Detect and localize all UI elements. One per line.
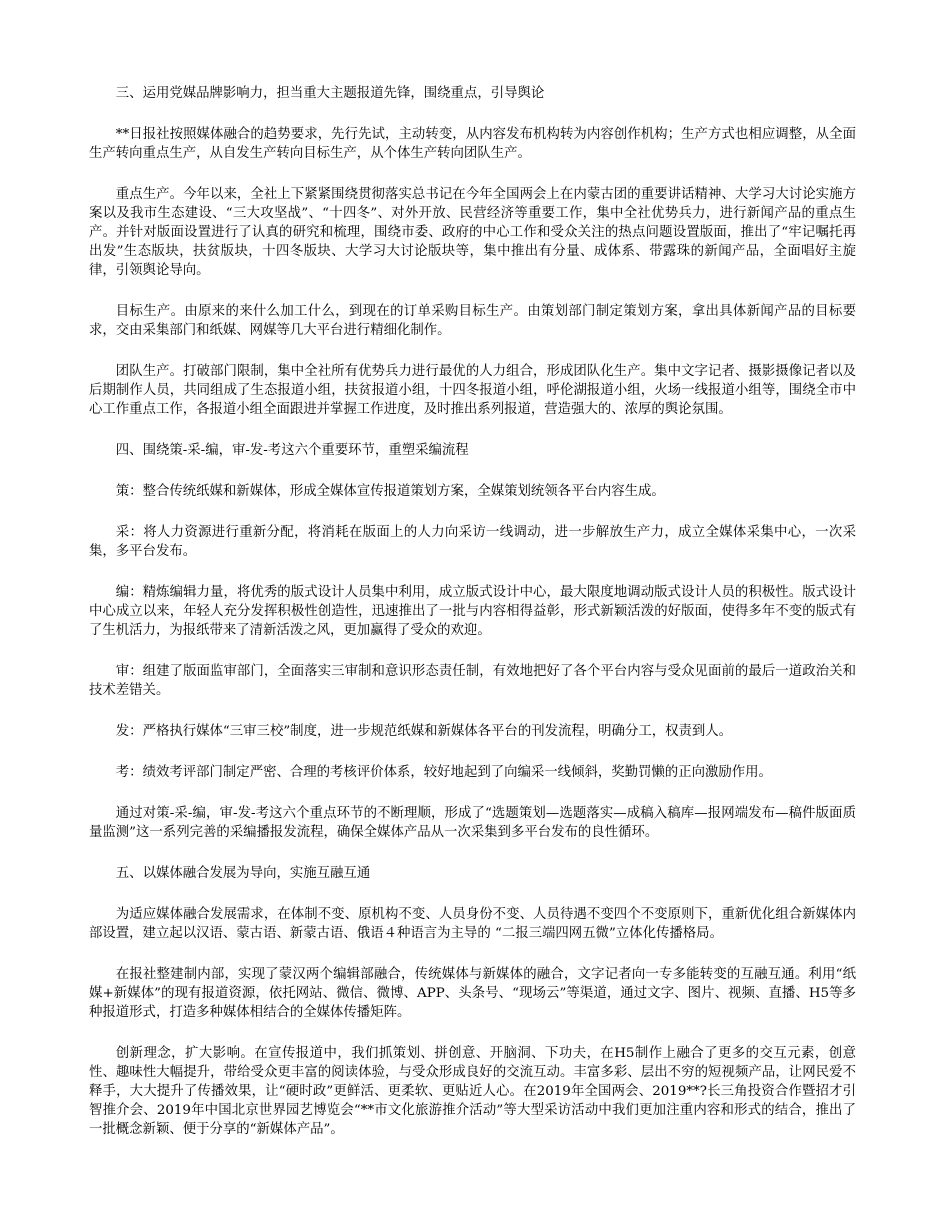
- paragraph-review: 审：组建了版面监审部门，全面落实三审制和意识形态责任制，有效地把好了各个平台内容与受众见面前的最后一道政治关和技术差错关。: [89, 664, 856, 698]
- paragraph-intro: **日报社按照媒体融合的趋势要求，先行先试，主动转变，从内容发布机构转为内容创作机构；生产方式也相应调整，从全面生产转向重点生产，从自发生产转向目标生产，从个体生产转向团队生产。: [89, 127, 856, 161]
- paragraph-structure: 为适应媒体融合发展需求，在体制不变、原机构不变、人员身份不变、人员待遇不变四个不变原则下，重新优化组合新媒体内部设置，建立起以汉语、蒙古语、新蒙古语、俄语４种语言为主导的 “二报三端四网五微”立体化传播格局。: [89, 907, 856, 941]
- paragraph-plan: 策：整合传统纸媒和新媒体，形成全媒体宣传报道策划方案，全媒策划统领各平台内容生成。: [115, 484, 665, 499]
- paragraph-key-production: 重点生产。今年以来，全社上下紧紧围绕贯彻落实总书记在今年全国两会上在内蒙古团的重要讲话精神、大学习大讨论实施方案以及我市生态建设、“三大攻坚战”、“十四冬”、对外开放、民营经济等重要工作，集中全社优势兵力，进行新闻产品的重点生产。并针对版面设置进行了认真的研究和梳理，围绕市委、政府的中心工作和受众关注的热点问题设置版面，推出了“牢记嘱托再出发”生态版块，扶贫版块，十四冬版块、大学习大讨论版块等，集中推出有分量、成体系、带露珠的新闻产品，全面唱好主旋律，引领舆论导向。: [89, 187, 856, 278]
- section-heading-3: 三、运用党媒品牌影响力，担当重大主题报道先锋，围绕重点，引导舆论: [115, 86, 545, 101]
- section-heading-4: 四、围绕策-采-编，审-发-考这六个重要环节，重塑采编流程: [115, 443, 469, 458]
- paragraph-innovation: 创新理念，扩大影响。在宣传报道中，我们抓策划、拼创意、开脑洞、下功夫，在H5制作上融合了更多的交互元素，创意性、趣味性大幅提升，带给受众更丰富的阅读体验，与受众形成良好的交流互动。丰富多彩、层出不穷的短视频产品，让网民爱不释手，大大提升了传播效果，让“硬时政”更鲜活、更柔软、更贴近人心。在2019年全国两会、2019**?长三角投资合作暨招才引智推介会、2019年中国北京世界园艺博览会“**市文化旅游推介活动”等大型采访活动中我们更加注重内容和形式的结合，推出了一批概念新颖、便于分享的“新媒体产品”。: [89, 1046, 856, 1137]
- section-heading-5: 五、以媒体融合发展为导向，实施互融互通: [115, 866, 371, 881]
- paragraph-target-production: 目标生产。由原来的来什么加工什么，到现在的订单采购目标生产。由策划部门制定策划方案，拿出具体新闻产品的目标要求，交由采集部门和纸媒、网媒等几大平台进行精细化制作。: [89, 304, 856, 338]
- paragraph-collect: 采：将人力资源进行重新分配，将消耗在版面上的人力向采访一线调动，进一步解放生产力，成立全媒体采集中心，一次采集，多平台发布。: [89, 525, 856, 559]
- paragraph-workflow-summary: 通过对策-采-编，审-发-考这六个重点环节的不断理顺，形成了“选题策划—选题落实—成稿入稿库—报网端发布—稿件版面质量监测”这一系列完善的采编播报发流程，确保全媒体产品从一次采集到多平台发布的良性循环。: [89, 806, 856, 840]
- paragraph-integration: 在报社整建制内部，实现了蒙汉两个编辑部融合，传统媒体与新媒体的融合，文字记者向一专多能转变的互融互通。利用“纸媒+新媒体”的现有报道资源，依托网站、微信、微博、APP、头条号、“现场云”等渠道，通过文字、图片、视频、直播、H5等多种报道形式，打造多种媒体相结合的全媒体传播矩阵。: [89, 967, 856, 1020]
- paragraph-team-production: 团队生产。打破部门限制，集中全社所有优势兵力进行最优的人力组合，形成团队化生产。集中文字记者、摄影摄像记者以及后期制作人员，共同组成了生态报道小组，扶贫报道小组，十四冬报道小组，呼伦湖报道小组，火场一线报道小组等，围绕全市中心工作重点工作，各报道小组全面跟进并掌握工作进度，及时推出系列报道，营造强大的、浓厚的舆论氛围。: [89, 364, 856, 417]
- paragraph-publish: 发：严格执行媒体“三审三校”制度，进一步规范纸媒和新媒体各平台的刊发流程，明确分工，权责到人。: [115, 724, 733, 739]
- paragraph-edit: 编：精炼编辑力量，将优秀的版式设计人员集中利用，成立版式设计中心，最大限度地调动版式设计人员的积极性。版式设计中心成立以来，年轻人充分发挥积极性创造性，迅速推出了一批与内容相得益彰，形式新颖活泼的好版面，使得多年不变的版式有了生机活力，为报纸带来了清新活泼之风，更加赢得了受众的欢迎。: [89, 585, 856, 638]
- paragraph-assess: 考：绩效考评部门制定严密、合理的考核评价体系，较好地起到了向编采一线倾斜，奖勤罚懒的正向激励作用。: [115, 765, 772, 780]
